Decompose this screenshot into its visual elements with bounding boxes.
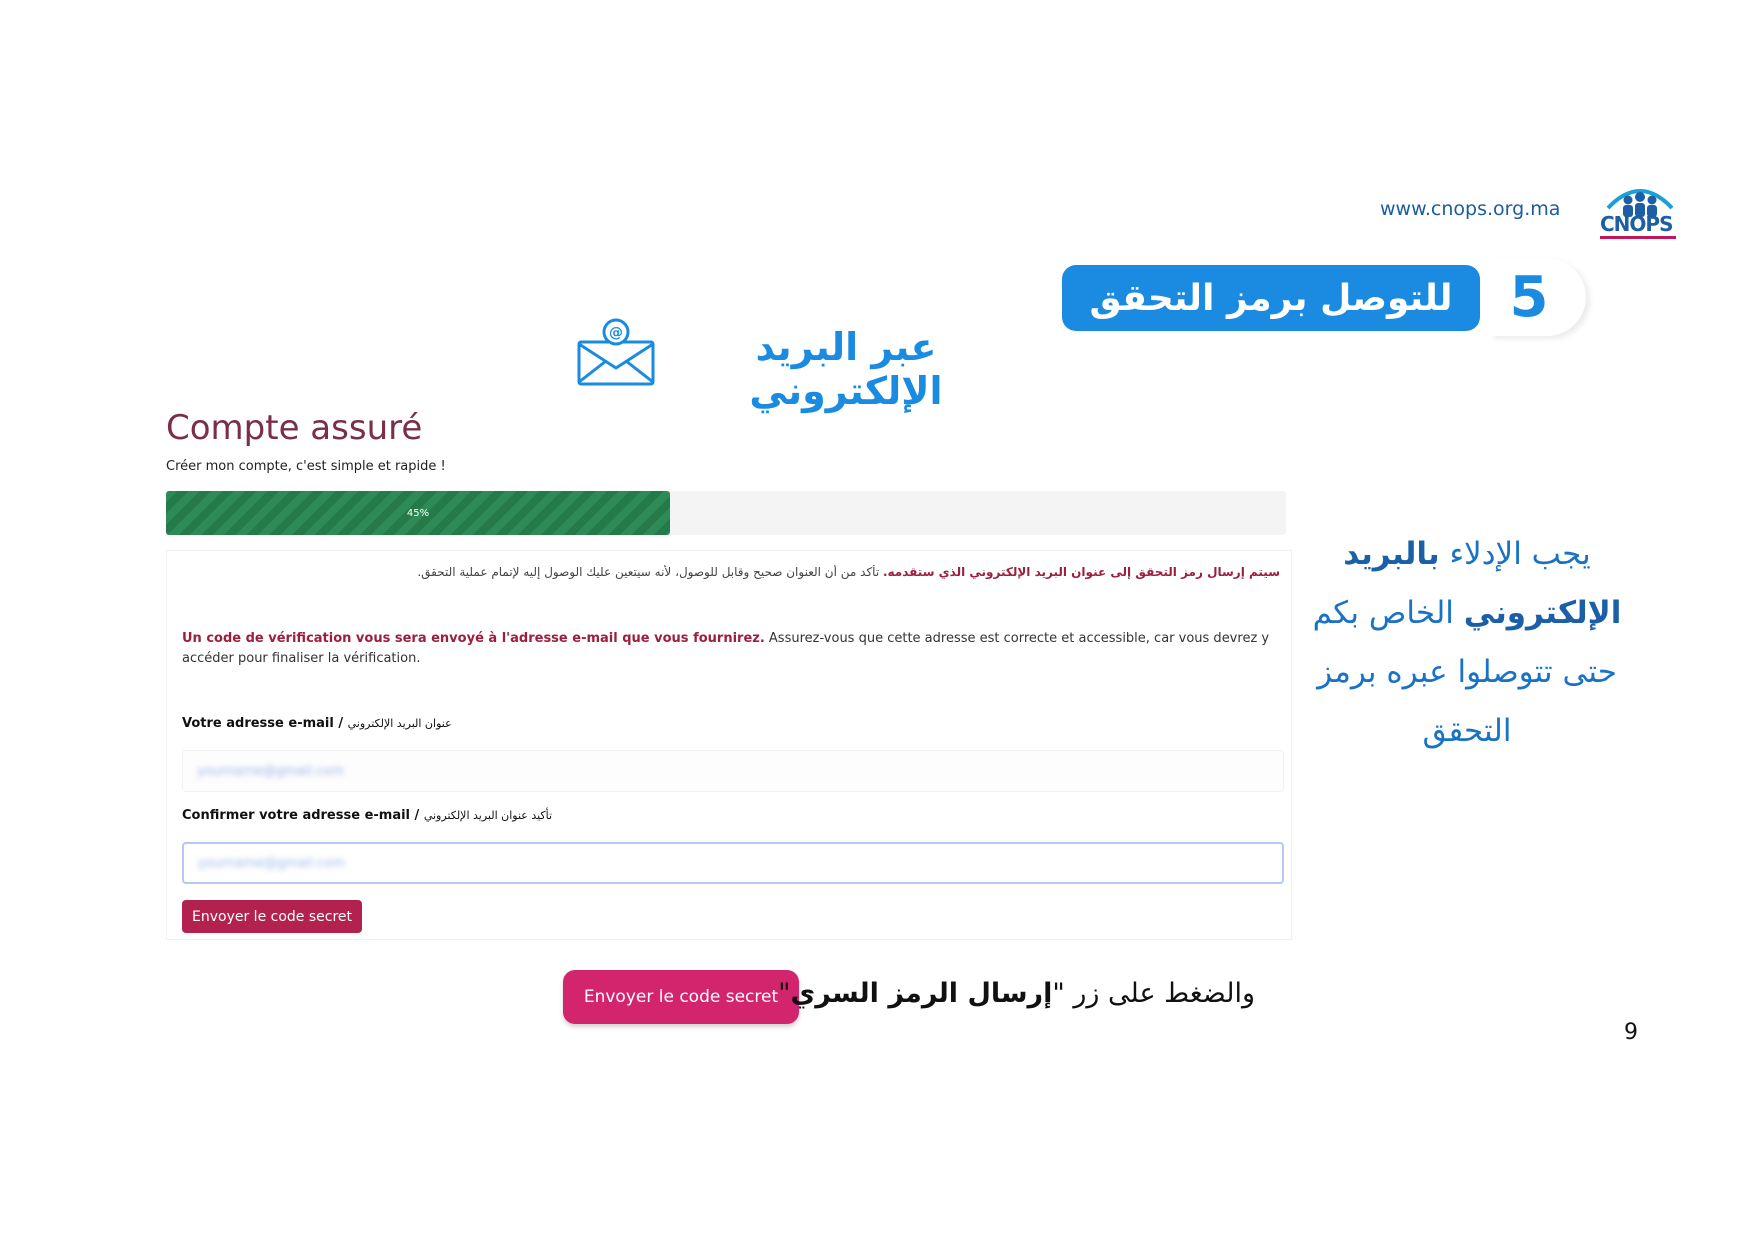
side-note-part-2: الخاص بكم حتى تتوصلوا عبره برمز التحقق	[1312, 595, 1617, 749]
cnops-logo	[1598, 180, 1682, 240]
cta-instruction-bold: إرسال الرمز السري	[790, 978, 1053, 1009]
progress-fill	[166, 491, 670, 535]
step-title: للتوصل برمز التحقق	[1062, 265, 1480, 331]
progress-bar	[166, 491, 1286, 535]
info-text-arabic	[180, 565, 1280, 579]
confirm-email-field[interactable]	[182, 842, 1284, 884]
form-title: Compte assuré	[166, 408, 423, 448]
side-note-bold: بالبريد الإلكتروني	[1343, 536, 1622, 631]
send-code-cta-button[interactable]: Envoyer le code secret	[563, 970, 799, 1024]
confirm-email-field-label	[182, 808, 552, 823]
info-ar-highlight-3: الذي ستقدمه.	[882, 565, 970, 579]
confirm-label-ar: تأكيد عنوان البريد الإلكتروني	[423, 809, 553, 822]
info-fr-highlight: Un code de vérification vous sera envoyé à l'adresse e-mail que vous fournirez.	[182, 631, 765, 646]
site-url[interactable]: www.cnops.org.ma	[1380, 198, 1561, 220]
step-number: 5	[1490, 258, 1586, 336]
cta-instruction-prefix: والضغط على زر "	[1052, 978, 1255, 1009]
confirm-label-fr: Confirmer votre adresse e-mail /	[182, 808, 424, 823]
page-number: 9	[1624, 1020, 1638, 1045]
side-note-part-1: يجب الإدلاء	[1439, 536, 1591, 572]
step-subtitle: عبر البريد الإلكتروني	[749, 325, 943, 413]
envelope-at-icon	[576, 318, 656, 386]
email-field[interactable]	[182, 750, 1284, 792]
email-value: yourname@gmail.com	[197, 763, 344, 779]
svg-text:@: @	[609, 325, 623, 341]
info-fr-rest: Assurez-vous que cette adresse est correcte et accessible, car vous devrez y accéder pour finaliser la vérification.	[182, 631, 1270, 666]
cta-instruction-suffix: "	[778, 978, 791, 1009]
side-note	[1312, 525, 1622, 761]
logo-text: CNOPS	[1600, 212, 1673, 236]
send-code-button[interactable]: Envoyer le code secret	[182, 900, 362, 933]
progress-label: 45%	[406, 507, 430, 519]
info-ar-highlight-2: عنوان البريد الإلكتروني	[969, 565, 1107, 579]
email-field-label	[182, 716, 452, 731]
cta-instruction	[778, 978, 1255, 1009]
email-label-ar: عنوان البريد الإلكتروني	[347, 717, 452, 730]
info-ar-rest: تأكد من أن العنوان صحيح وقابل للوصول، لأنه سيتعين عليك الوصول إليه لإتمام عملية التحقق.	[417, 565, 883, 579]
email-label-fr: Votre adresse e-mail /	[182, 716, 348, 731]
form-subtitle: Créer mon compte, c'est simple et rapide !	[166, 459, 446, 474]
confirm-email-value: yourname@gmail.com	[198, 855, 345, 871]
logo-underline	[1600, 236, 1676, 239]
info-ar-highlight-1: سيتم إرسال رمز التحقق إلى	[1106, 565, 1280, 579]
info-text-french	[182, 629, 1282, 669]
